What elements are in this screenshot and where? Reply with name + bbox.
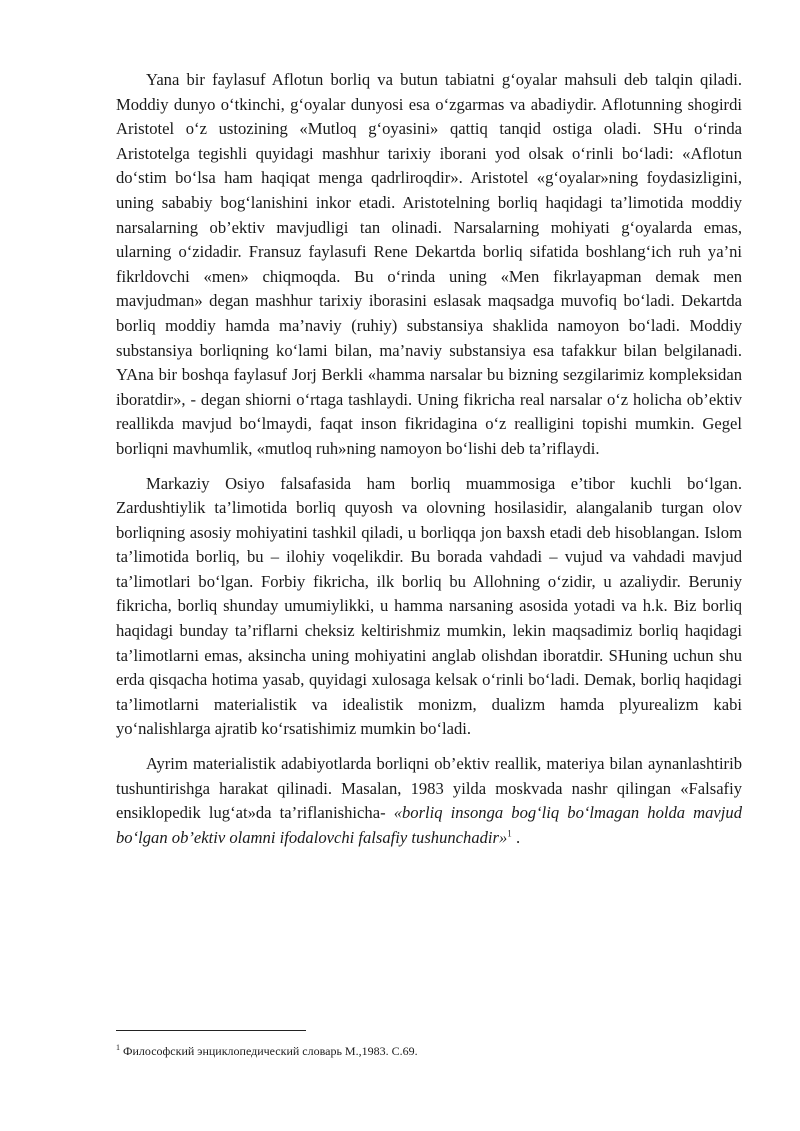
footnote-reference[interactable]: 1 (507, 828, 512, 839)
paragraph-end: . (511, 827, 521, 847)
paragraph-text: Ayrim materialistik adabiyotlarda borliqni ob’ektiv reallik, materiya bilan aynanlashtirib tushuntirishga harakat qilinadi. Masalan, 1983 yilda moskvada nashr qilingan «Falsafiy ensiklopedik lug‘at»da ta’riflanishicha- (116, 754, 742, 823)
paragraph-markaziy-osiyo: Markaziy Osiyo falsafasida ham borliq muammosiga e’tibor kuchli bo‘lgan. Zardushtiylik ta’limotida borliq quyosh va olovning hosilasidir, alangalanib turgan olov borliqning asosiy mohiyatini tashkil qiladi, u borliqqa jon baxsh etadi deb hisoblangan. Islom ta’limotida borliq, bu – ilohiy voqelikdir. Bu borada vahdadi – vujud va vahdadi mavjud ta’limotlari bo‘lgan. Forbiy fikricha, ilk borliq bu Allohning o‘zidir, u azaliydir. Beruniy fikricha, borliq shunday umumiylikki, u hamma narsaning asosida yotadi va h.k. Biz borliq haqidagi bunday ta’riflarni cheksiz keltirishmiz mumkin, lekin maqsadimiz borliq haqidagi ta’limotlarni emas, aksincha uning mohiyatini anglab olishdan iboratdir. SHuning uchun shu erda qisqacha hotima yasab, quyidagi xulosaga kelsak o‘rinli bo‘ladi. Demak, borliq haqidagi ta’limotlarni materialistik va idealistik monizm, dualizm hamda plyurealizm kabi yo‘nalishlarga ajratib ko‘rsatishimiz mumkin bo‘ladi. (116, 473, 742, 739)
footnote-text: Философский энциклопедический словарь М.,1983. С.69. (120, 1044, 418, 1058)
paragraph-aflotun-aristotel: Yana bir faylasuf Aflotun borliq va butun tabiatni g‘oyalar mahsuli deb talqin qiladi. Moddiy dunyo o‘tkinchi, g‘oyalar dunyosi esa o‘zgarmas va abadiydir. Aflotunning shogirdi Aristotel o‘z ustozining «Mutloq g‘oyasini» qattiq tanqid ostiga oladi. SHu o‘rinda Aristotelga tegishli quyidagi mashhur tarixiy iborani yod olsak o‘rinli bo‘ladi: «Aflotun do‘stim bo‘lsa ham haqiqat menga qadrliroqdir». Aristotel «g‘oyalar»ning foydasizligini, uning sababiy bog‘lanishini inkor etadi. Aristotelning borliq haqidagi ta’limotida moddiy narsalarning ob’ektiv mavjudligi tan olinadi. Narsalarning mohiyati g‘oyalarda emas, ularning o‘zidadir. Fransuz faylasufi Rene Dekartda borliq sifatida boshlang‘ich ruh ya’ni fikrldovchi «men» chiqmoqda. Bu o‘rinda uning «Men fikrlayapman demak men mavjudman» degan mashhur tarixiy iborasini eslasak maqsadga muvofiq bo‘ladi. Dekartda borliq moddiy hamda ma’naviy (ruhiy) substansiya shaklida namoyon bo‘ladi. Moddiy substansiya borliqning ko‘lami bilan, ma’naviy substansiya esa tafakkur bilan belgilanadi. YAna bir boshqa faylasuf Jorj Berkli «hamma narsalar bu bizning sezgilarimiz kompleksidan iboratdir», - degan shiorni o‘rtaga tashlaydi. Uning fikricha real narsalar o‘z holicha ob’ektiv reallikda mavjud bo‘lmaydi, faqat inson fikridagina o‘z realligini topishi mumkin. Gegel borliqni mavhumlik, «mutloq ruh»ning namoyon bo‘lishi deb ta’riflaydi. (116, 70, 742, 458)
paragraph-materialistik (116, 752, 742, 850)
quoted-definition: «borliq insonga bog‘liq bo‘lmagan holda mavjud bo‘lgan ob’ektiv olamni ifodalovchi falsafiy tushunchadir» (116, 803, 742, 847)
footnote-marker: 1 (116, 1043, 120, 1052)
footnote (116, 1040, 742, 1059)
document-page (116, 68, 742, 860)
footnote-divider (116, 1030, 306, 1031)
